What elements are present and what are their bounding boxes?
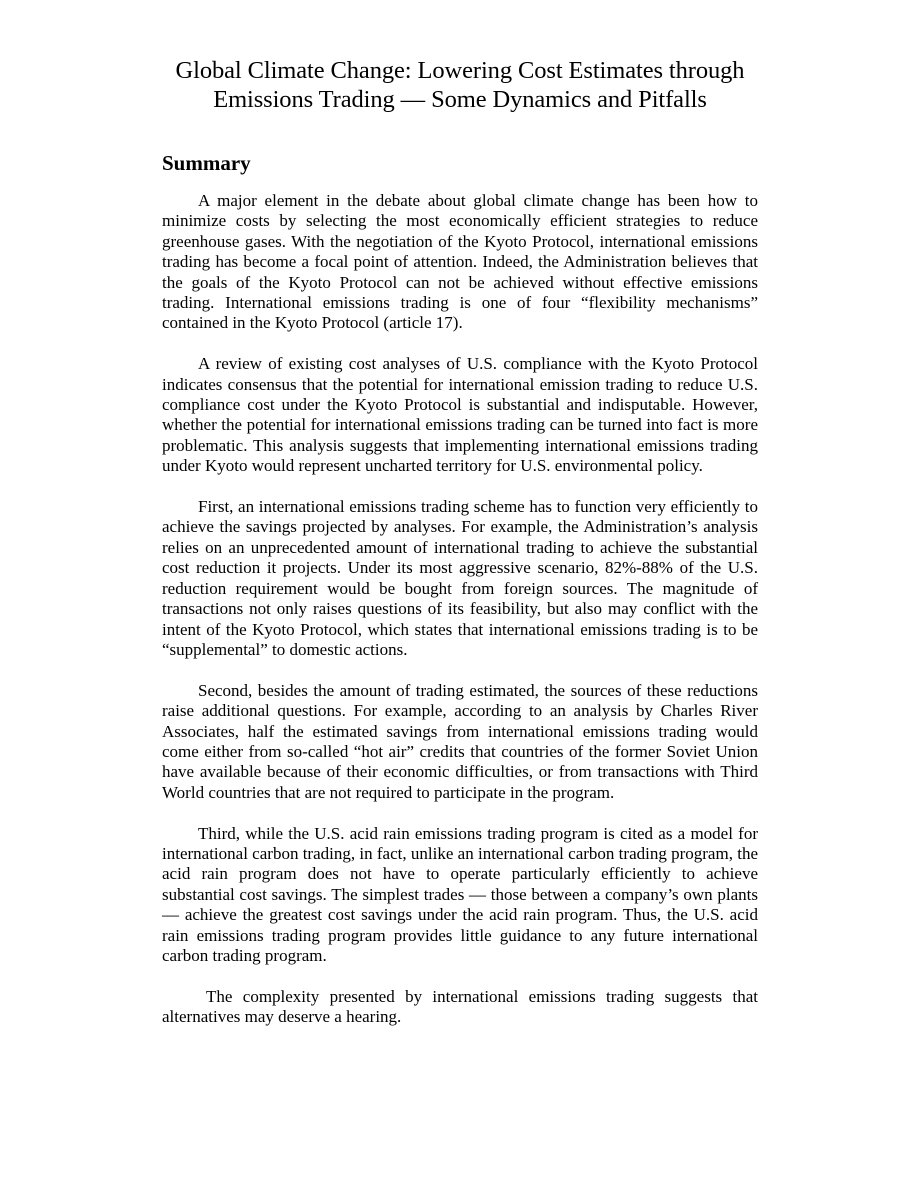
paragraph-5: Third, while the U.S. acid rain emissions trading program is cited as a model for international carbon trading, in fact, unlike an international carbon trading program, the acid rain program does not have to operate particularly efficiently to achieve substantial cost savings. The simplest trades — those between a company’s own plants — achieve the greatest cost savings under the acid rain program. Thus, the U.S. acid rain emissions trading program provides little guidance to any future international carbon trading program.	[162, 823, 758, 965]
title-line-1: Global Climate Change: Lowering Cost Estimates through	[175, 57, 745, 84]
document-title	[162, 56, 758, 114]
title-line-2: Emissions Trading — Some Dynamics and Pitfalls	[213, 86, 707, 113]
paragraph-6: The complexity presented by international emissions trading suggests that alternatives may deserve a hearing.	[162, 986, 758, 1027]
paragraph-3: First, an international emissions trading scheme has to function very efficiently to achieve the savings projected by analyses. For example, the Administration’s analysis relies on an unprecedented amount of international trading to achieve the substantial cost reduction it projects. Under its most aggressive scenario, 82%-88% of the U.S. reduction requirement would be bought from foreign sources. The magnitude of transactions not only raises questions of its feasibility, but also may conflict with the intent of the Kyoto Protocol, which states that international emissions trading is to be “supplemental” to domestic actions.	[162, 497, 758, 659]
document-page	[162, 56, 758, 1028]
paragraph-2: A review of existing cost analyses of U.S. compliance with the Kyoto Protocol indicates consensus that the potential for international emission trading to reduce U.S. compliance cost under the Kyoto Protocol is substantial and indisputable. However, whether the potential for international emissions trading can be turned into fact is more problematic. This analysis suggests that implementing international emissions trading under Kyoto would represent uncharted territory for U.S. environmental policy.	[162, 354, 758, 476]
paragraph-1: A major element in the debate about global climate change has been how to minimize costs by selecting the most economically efficient strategies to reduce greenhouse gases. With the negotiation of the Kyoto Protocol, international emissions trading has become a focal point of attention. Indeed, the Administration believes that the goals of the Kyoto Protocol can not be achieved without effective emissions trading. International emissions trading is one of four “flexibility mechanisms” contained in the Kyoto Protocol (article 17).	[162, 191, 758, 333]
paragraph-4: Second, besides the amount of trading estimated, the sources of these reductions raise additional questions. For example, according to an analysis by Charles River Associates, half the estimated savings from international emissions trading would come either from so-called “hot air” credits that countries of the former Soviet Union have available because of their economic difficulties, or from transactions with Third World countries that are not required to participate in the program.	[162, 680, 758, 802]
section-heading-summary: Summary	[162, 151, 251, 175]
